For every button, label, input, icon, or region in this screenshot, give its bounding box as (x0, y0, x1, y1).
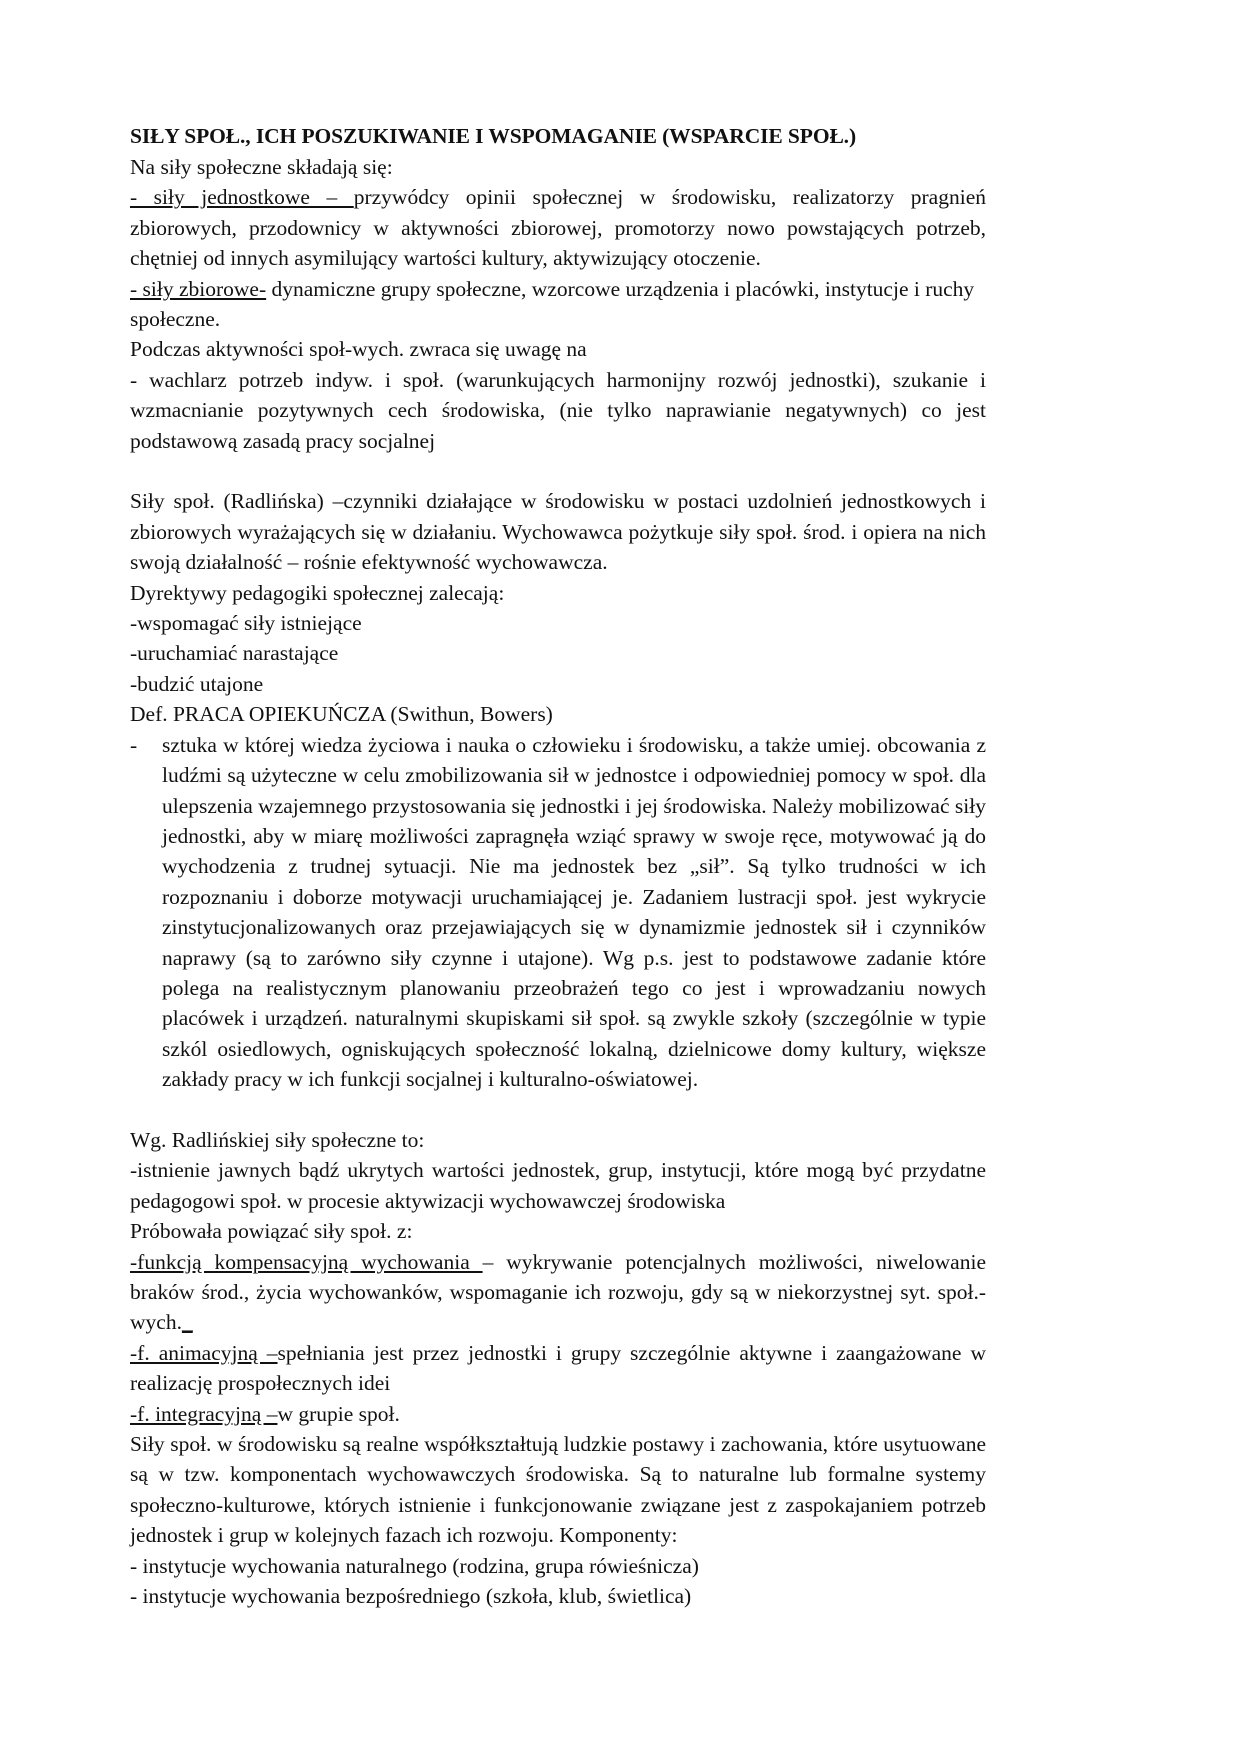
function-label: -f. animacyjną – (130, 1340, 278, 1365)
directive-item: -wspomagać siły istniejące (130, 611, 362, 636)
directives-heading: Dyrektywy pedagogiki społecznej zalecają: (130, 580, 505, 605)
during-activity-line: Podczas aktywności społ-wych. zwraca się uwagę na (130, 337, 587, 362)
function-item (130, 1247, 986, 1338)
function-item (130, 1399, 986, 1429)
spacer (130, 456, 986, 486)
directive-item: -uruchamiać narastające (130, 641, 339, 666)
component-item: - instytucje wychowania naturalnego (rodzina, grupa rówieśnicza) (130, 1553, 699, 1578)
function-text: w grupie społ. (277, 1401, 400, 1426)
tried-to-link-line: Próbowała powiązać siły społ. z: (130, 1219, 413, 1244)
wg-radlinskiej-heading: Wg. Radlińskiej siły społeczne to: (130, 1127, 425, 1152)
collective-forces-label: - siły zbiorowe- (130, 276, 267, 301)
page-title: SIŁY SPOŁ., ICH POSZUKIWANIE I WSPOMAGANIE (WSPARCIE SPOŁ.) (130, 124, 857, 148)
needs-range-paragraph: - wachlarz potrzeb indyw. i społ. (warunkujących harmonijny rozwój jednostki), szukanie i wzmacnianie pozytywnych cech środowiska, (nie tylko naprawianie negatywnych) co jest podstawową zasadą pracy socjalnej (130, 367, 986, 453)
definition-bullet-block (130, 730, 986, 1095)
collective-forces-paragraph (130, 274, 986, 335)
intro-line: Na siły społeczne składają się: (130, 155, 393, 179)
function-label: -f. integracyjną – (130, 1401, 278, 1426)
function-text: – wykrywanie potencjalnych możliwości, niwelowanie braków środ., życia wychowanków, wspomaganie ich rozwoju, gdy są w niekorzystnej syt. społ.-wych. (130, 1249, 986, 1335)
component-item: - instytucje wychowania bezpośredniego (szkoła, klub, świetlica) (130, 1584, 692, 1609)
definition-bullet-text: sztuka w której wiedza życiowa i nauka o człowieku i środowisku, a także umiej. obcowania z ludźmi są użyteczne w celu zmobilizowania sił w jednostce i odpowiedniej pomocy w społ. dla ulepszenia wzajemnego przystosowania się jednostki i jej środowiska. Należy mobilizować siły jednostki, aby w miarę możliwości zapragnęła wziąć sprawy w swoje ręce, motywować ją do wychodzenia z trudnej sytuacji. Nie ma jednostek bez „sił”. Są tylko trudności w ich rozpoznaniu i doborze motywacji uruchamiającej je. Zadaniem lustracji społ. jest wykrycie zinstytucjonalizowanych oraz przejawiających się w dynamizmie jednostek sił i czynników naprawy (są to zarówno siły czynne i utajone). Wg p.s. jest to podstawowe zadanie które polega na realistycznym planowaniu przeobrażeń tego co jest i wprowadzaniu nowych placówek i urządzeń. naturalnymi skupiskami sił społ. są zwykle szkoły (szczególnie w typie szkól osiedlowych, ogniskujących społeczność lokalną, dzielnicowe domy kultury, większe zakłady pracy w ich funkcji socjalnej i kulturalno-oświatowej. (162, 732, 986, 1092)
function-trailing-underline: _ (181, 1310, 193, 1335)
radlinska-definition-paragraph: Siły społ. (Radlińska) –czynniki działające w środowisku w postaci uzdolnień jednostkowych i zbiorowych wyrażających się w działaniu. Wychowawca pożytkuje siły społ. środ. i opiera na nich swoją działalność – rośnie efektywność wychowawcza. (130, 489, 986, 575)
individual-forces-paragraph (130, 182, 986, 273)
individual-forces-text: przywódcy opinii społecznej w środowisku, realizatorzy pragnień zbiorowych, przodownicy w aktywności zbiorowej, promotorzy nowo powstających potrzeb, chętniej od innych asymilujący wartości kultury, aktywizujący otoczenie. (130, 185, 986, 271)
function-item (130, 1338, 986, 1399)
wg-radlinskiej-paragraph: -istnienie jawnych bądź ukrytych wartości jednostek, grup, instytucji, które mogą być przydatne pedagogowi społ. w procesie aktywizacji wychowawczej środowiska (130, 1158, 986, 1213)
spacer (130, 1095, 986, 1125)
closing-paragraph: Siły społ. w środowisku są realne współkształtują ludzkie postawy i zachowania, które usytuowane są w tzw. komponentach wychowawczych środowiska. Są to naturalne lub formalne systemy społeczno-kulturowe, których istnienie i funkcjonowanie związane jest z zaspokajaniem potrzeb jednostek i grup w kolejnych fazach ich rozwoju. Komponenty: (130, 1432, 986, 1548)
collective-forces-text: dynamiczne grupy społeczne, wzorcowe urządzenia i placówki, instytucje i ruchy społeczne. (130, 276, 975, 332)
function-text: spełniania jest przez jednostki i grupy szczególnie aktywne i zaangażowane w realizację prospołecznych idei (130, 1340, 986, 1396)
definition-heading: Def. PRACA OPIEKUŃCZA (Swithun, Bowers) (130, 702, 553, 727)
document-body (130, 122, 986, 1611)
bullet-dash-marker: - (130, 732, 138, 757)
individual-forces-label: - siły jednostkowe – (130, 185, 354, 210)
directive-item: -budzić utajone (130, 671, 264, 696)
function-label: -funkcją kompensacyjną wychowania (130, 1249, 483, 1274)
